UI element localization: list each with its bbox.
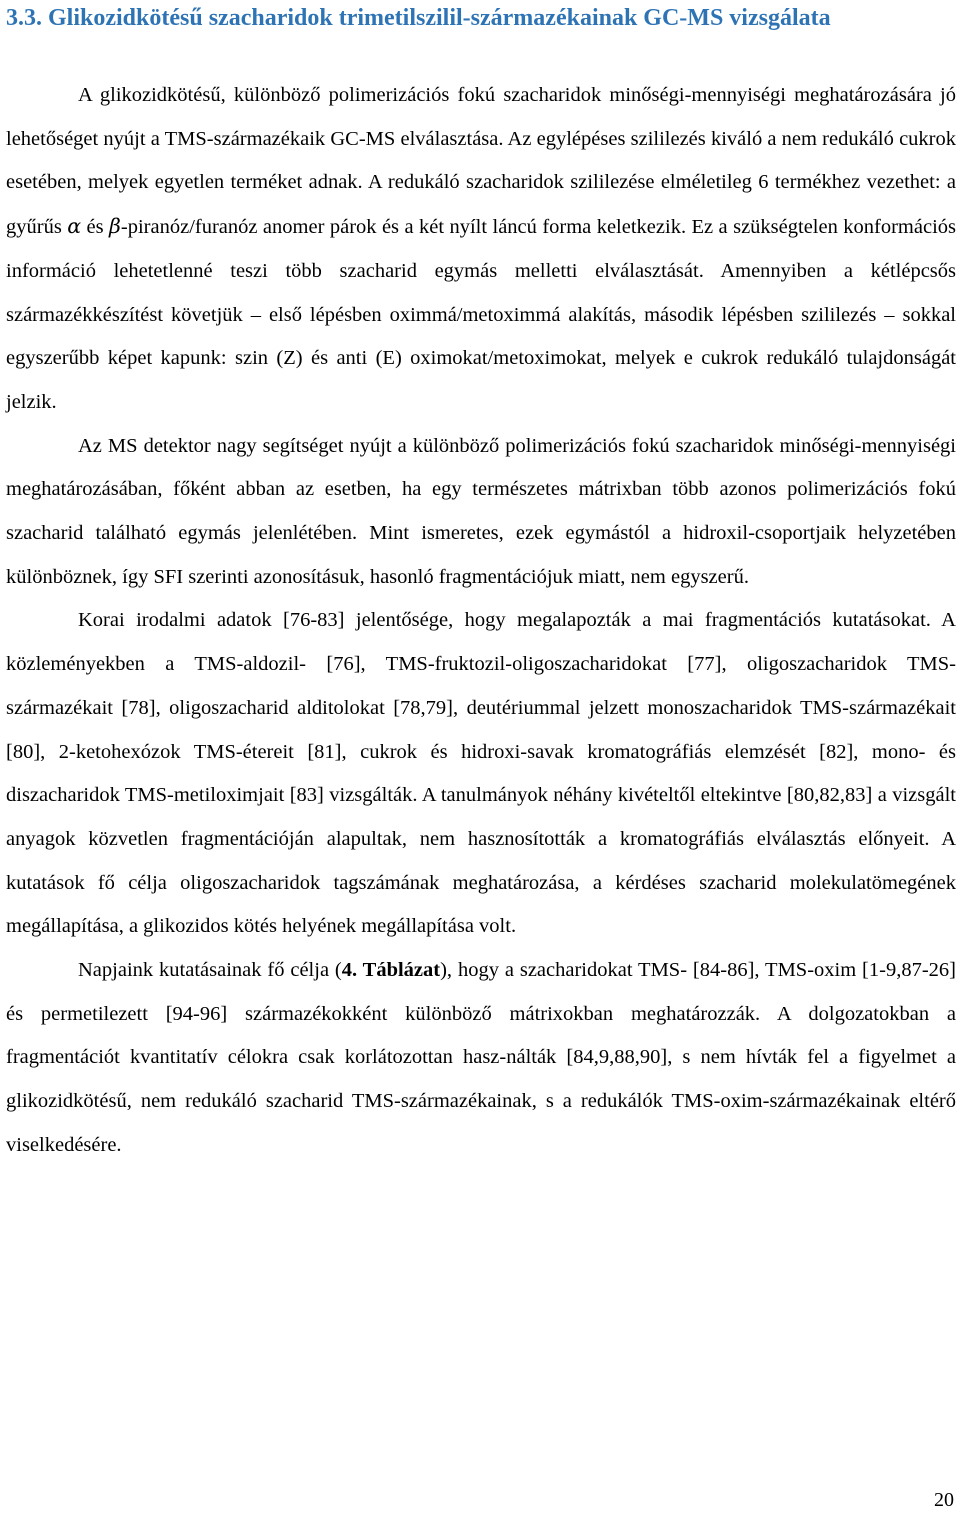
beta-symbol: β — [109, 214, 121, 239]
paragraph-1-part-1: A glikozidkötésű, különböző polimerizációs fokú szacharidok minőségi-mennyiségi meghatározására jó lehetőséget nyújt a TMS-származékaik GC-MS elválasztása. Az egylépéses szililezés kiváló a nem redukáló cukrok esetében, melyek egyetlen terméket adnak. A redukáló szacharidok szililezése elméletileg 6 termékhez vezethet: a gyűrűs — [6, 84, 956, 239]
paragraph-3: Korai irodalmi adatok [76-83] jelentősége, hogy megalapozták a mai fragmentációs kutatásokat. A közleményekben a TMS-aldozil- [76], TMS-fruktozil-oligoszacharidokat [77], oligoszacharidok TMS-származékait [78], oligoszacharid alditolokat [78,79], deutériummal jelzett monoszacharidok TMS-származékait [80], 2-ketohexózok TMS-étereit [81], cukrok és hidroxi-savak kromatográfiás elemzését [82], mono- és diszacharidok TMS-metiloximjait [83] vizsgálták. A tanulmányok néhány kivételtől eltekintve [80,82,83] a vizsgált anyagok közvetlen fragmentációján alapultak, nem hasznosították a kromatográfiás elválasztás előnyeit. A kutatások fő célja oligoszacharidok tagszámának meghatározása, a kérdéses szacharid molekulatömegének megállapítása, a glikozidos kötés helyének megállapítása volt. — [6, 609, 956, 938]
paragraph-1 — [6, 74, 956, 425]
paragraph-1-part-2: és — [81, 216, 110, 239]
table-reference: 4. Táblázat — [341, 959, 441, 982]
paragraph-4-part-2: ), hogy a szacharidokat TMS- [84-86], TMS-oxim [1-9,87-26] és permetilezett [94-96] származékokként különböző mátrixokban meghatározzák. A dolgozatokban a fragmentációt kvantitatív célokra csak korlátozottan hasz-nálták [84,9,88,90], s nem hívták fel a figyelmet a glikozidkötésű, nem redukáló szacharid TMS-származékainak, s a redukálók TMS-oxim-származékainak eltérő viselkedésére. — [6, 959, 956, 1156]
page-number: 20 — [934, 1489, 954, 1511]
paragraph-1-part-3: -piranóz/furanóz anomer párok és a két nyílt láncú forma keletkezik. Ez a szükségtelen konformációs információ lehetetlenné teszi több szacharid egymás melletti elválasztását. Amennyiben a kétlépcsős származékkészítést követjük – első lépésben oximmá/metoximmá alakítás, második lépésben szililezés – sokkal egyszerűbb képet kapunk: szin (Z) és anti (E) oximokat/metoximokat, melyek e cukrok redukáló tulajdonságát jelzik. — [6, 216, 956, 413]
alpha-symbol: α — [67, 214, 82, 239]
section-heading: 3.3. Glikozidkötésű szacharidok trimetilszilil-származékainak GC-MS vizsgálata — [6, 5, 831, 31]
paragraph-2: Az MS detektor nagy segítséget nyújt a különböző polimerizációs fokú szacharidok minőségi-mennyiségi meghatározásában, főként abban az esetben, ha egy természetes mátrixban több azonos polimerizációs fokú szacharid található egymás jelenlétében. Mint ismeretes, ezek egymástól a hidroxil-csoportjaik helyzetében különböznek, így SFI szerinti azonosításuk, hasonló fragmentációjuk miatt, nem egyszerű. — [6, 434, 956, 588]
paragraph-4-part-1: Napjaink kutatásainak fő célja ( — [78, 959, 342, 982]
paragraph-4 — [6, 949, 956, 1168]
document-page — [6, 0, 956, 1168]
heading-spacer — [6, 34, 956, 74]
